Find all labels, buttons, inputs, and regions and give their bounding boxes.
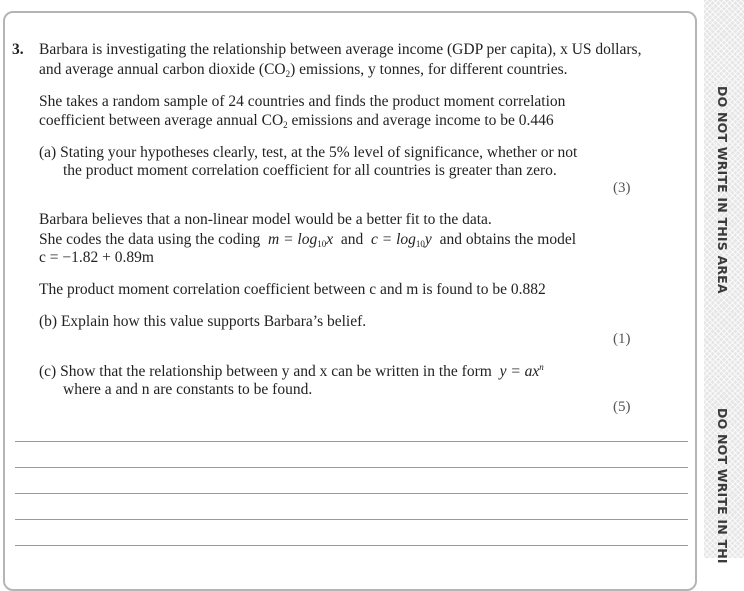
model-line-2: She codes the data using the coding $m = \log_{10}x$ and $c = \log_{10}y$ and obtains the model <box>39 231 577 249</box>
margin-warning-top: DO NOT WRITE IN THIS AREA <box>715 86 730 294</box>
answer-line[interactable] <box>15 441 688 442</box>
part-a-marks: (3) <box>613 180 631 196</box>
part-b-marks: (1) <box>613 331 631 347</box>
intro-line-1: Barbara is investigating the relationship between average income (GDP per capita), x US dollars, <box>39 41 642 58</box>
part-c-line-1: (c) Show that the relationship between y and x can be written in the form $y = ax^n$ <box>39 362 544 380</box>
answer-line[interactable] <box>15 519 688 520</box>
answer-line[interactable] <box>15 467 688 468</box>
part-a-line-2: the product moment correlation coefficient for all countries is greater than zero. <box>63 162 557 179</box>
intro-line-2: and average annual carbon dioxide $(CO_2)$ emissions, y tonnes, for different countries. <box>39 61 568 79</box>
pmcc-statement: The product moment correlation coefficient between c and m is found to be 0.882 <box>39 281 546 298</box>
answer-line[interactable] <box>15 493 688 494</box>
model-equation: c = −1.82 + 0.89m <box>39 249 154 266</box>
part-c-line-2: where a and n are constants to be found. <box>63 381 313 398</box>
question-number: 3. <box>12 41 24 58</box>
part-b-text: (b) Explain how this value supports Barbara’s belief. <box>39 313 367 330</box>
answer-line[interactable] <box>15 545 688 546</box>
sample-line-1: She takes a random sample of 24 countries and finds the product moment correlation <box>39 93 566 110</box>
model-line-1: Barbara believes that a non-linear model would be a better fit to the data. <box>39 211 492 228</box>
part-c-marks: (5) <box>613 399 631 415</box>
margin-warning-bottom: DO NOT WRITE IN THI <box>715 408 730 564</box>
sample-line-2: coefficient between average annual $CO_2$ emissions and average income to be 0.446 <box>39 112 554 130</box>
part-a-line-1: (a) Stating your hypotheses clearly, test, at the 5% level of significance, whether or not <box>39 144 578 161</box>
